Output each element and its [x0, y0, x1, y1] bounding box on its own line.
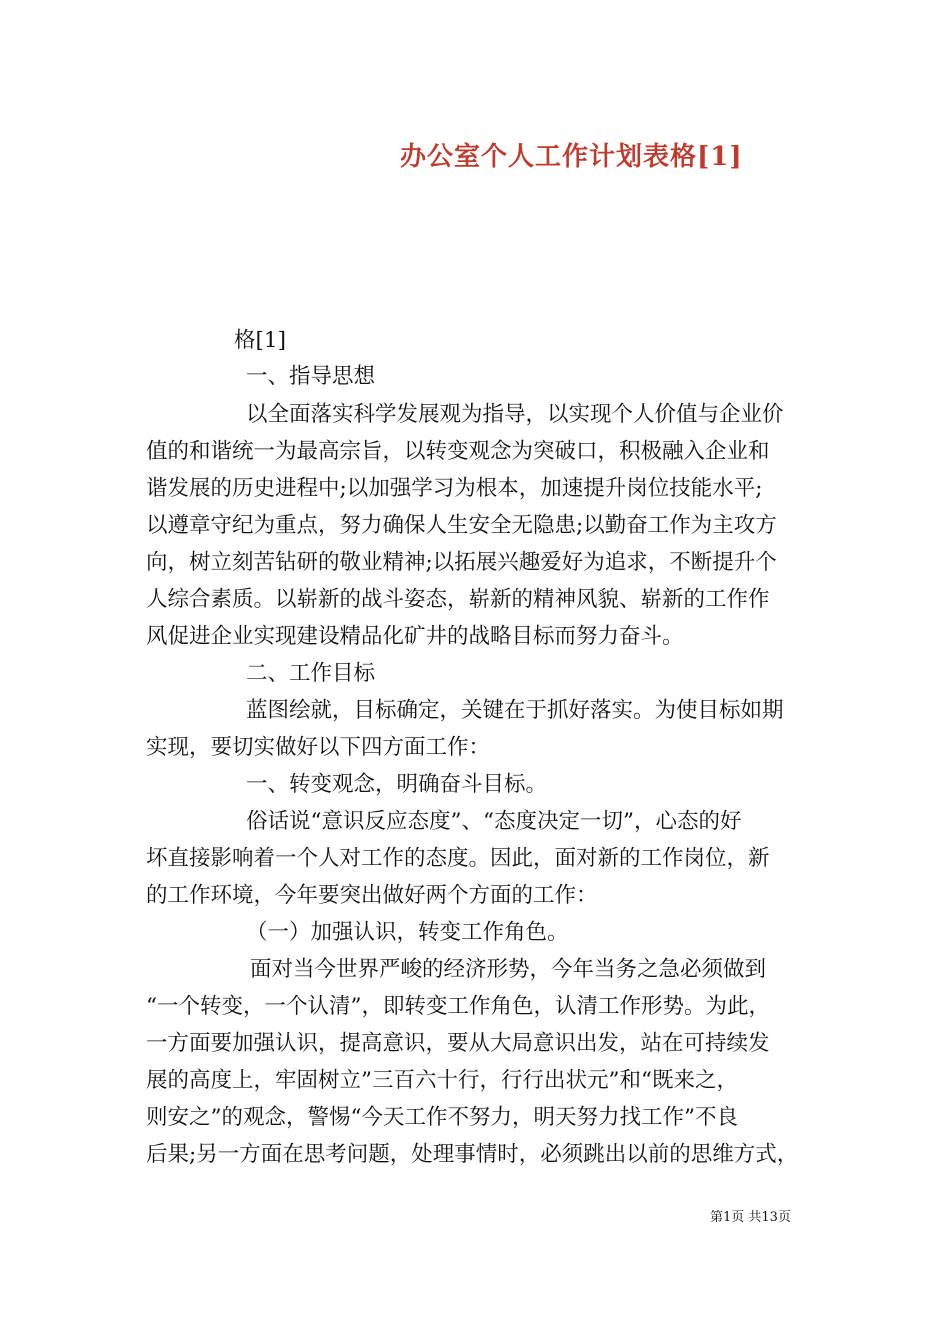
- text-line: 后果;另一方面在思考问题，处理事情时，必须跳出以前的思维方式，: [146, 1142, 799, 1167]
- text-line: 实现，要切实做好以下四方面工作：: [146, 735, 491, 760]
- section-heading: 二、工作目标: [246, 661, 376, 686]
- text-line: 谐发展的历史进程中;以加强学习为根本，加速提升岗位技能水平;: [146, 476, 763, 501]
- text-line: 值的和谐统一为最高宗旨，以转变观念为突破口，积极融入企业和: [146, 439, 770, 464]
- text-line: 俗话说“意识反应态度”、“态度决定一切”，心态的好: [246, 809, 742, 834]
- text-line: 一方面要加强认识，提高意识，要从大局意识出发，站在可持续发: [146, 1031, 770, 1056]
- text-line: “一个转变，一个认清”，即转变工作角色，认清工作形势。为此，: [146, 994, 770, 1019]
- text-line: 人综合素质。以崭新的战斗姿态，崭新的精神风貌、崭新的工作作: [146, 587, 770, 612]
- text-line: 向，树立刻苦钻研的敬业精神;以拓展兴趣爱好为追求，不断提升个: [146, 550, 777, 575]
- text-line: 格[1]: [234, 328, 286, 353]
- text-line: 面对当今世界严峻的经济形势，今年当务之急必须做到: [250, 957, 767, 982]
- section-heading: （一）加强认识，转变工作角色。: [246, 920, 569, 945]
- text-line: 的工作环境，今年要突出做好两个方面的工作：: [146, 883, 598, 908]
- text-line: 以遵章守纪为重点，努力确保人生安全无隐患;以勤奋工作为主攻方: [146, 513, 777, 538]
- text-line: 以全面落实科学发展观为指导，以实现个人价值与企业价: [246, 402, 784, 427]
- document-title: 办公室个人工作计划表格[1]: [400, 142, 743, 172]
- text-line: 展的高度上，牢固树立”三百六十行，行行出状元”和“既来之，: [146, 1068, 738, 1093]
- page-number-footer: 第1页 共13页: [710, 1210, 791, 1225]
- text-line: 风促进企业实现建设精品化矿井的战略目标而努力奋斗。: [146, 624, 684, 649]
- section-heading: 一、指导思想: [246, 364, 376, 389]
- section-heading: 一、转变观念，明确奋斗目标。: [246, 772, 548, 797]
- text-line: 坏直接影响着一个人对工作的态度。因此，面对新的工作岗位，新: [146, 846, 770, 871]
- text-line: 蓝图绘就，目标确定，关键在于抓好落实。为使目标如期: [246, 698, 784, 723]
- text-line: 则安之”的观念，警惕“今天工作不努力，明天努力找工作”不良: [146, 1105, 738, 1130]
